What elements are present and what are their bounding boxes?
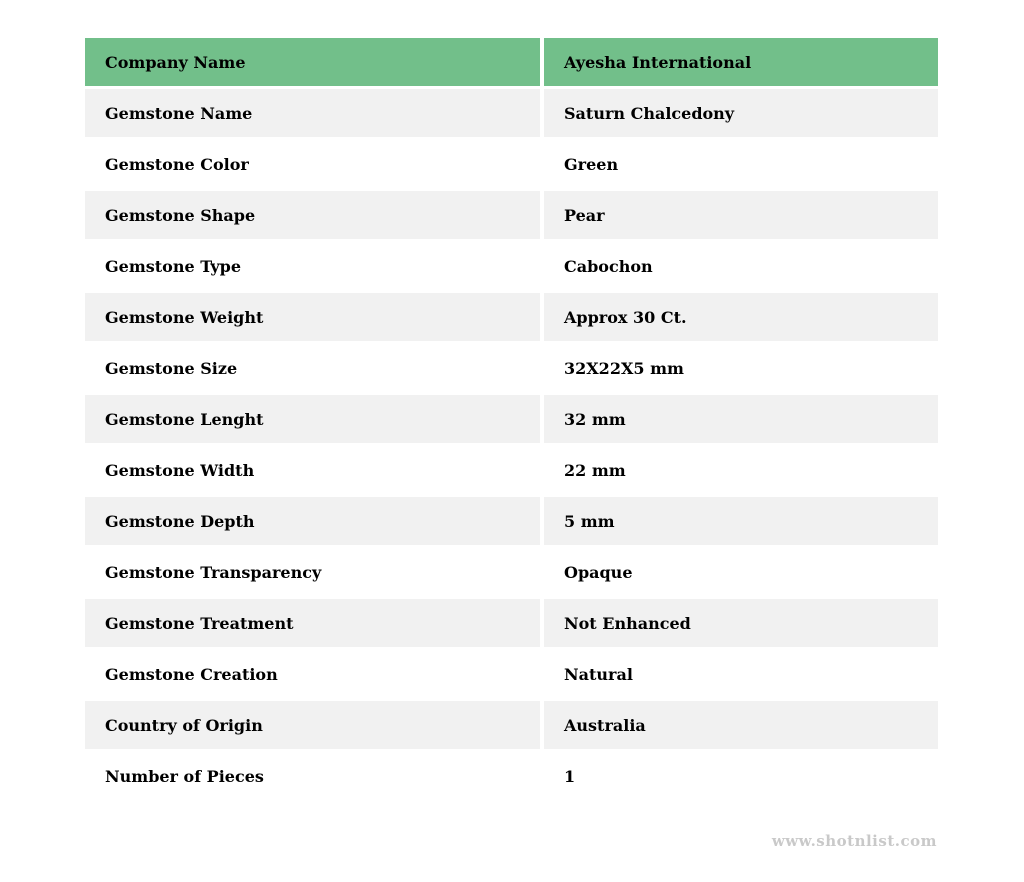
row-label: Gemstone Type bbox=[85, 242, 540, 290]
row-value: Not Enhanced bbox=[544, 599, 938, 647]
row-value: Green bbox=[544, 140, 938, 188]
table-row bbox=[85, 395, 938, 443]
table-row bbox=[85, 752, 938, 800]
table-row bbox=[85, 89, 938, 137]
row-label: Gemstone Treatment bbox=[85, 599, 540, 647]
row-value: 32X22X5 mm bbox=[544, 344, 938, 392]
row-value: 5 mm bbox=[544, 497, 938, 545]
header-label-cell: Company Name bbox=[85, 38, 540, 86]
table-header-row bbox=[85, 38, 938, 86]
table-row bbox=[85, 191, 938, 239]
watermark-text: www.shotnlist.com bbox=[771, 832, 937, 850]
row-label: Gemstone Size bbox=[85, 344, 540, 392]
row-label: Gemstone Creation bbox=[85, 650, 540, 698]
table-row bbox=[85, 701, 938, 749]
row-label: Gemstone Lenght bbox=[85, 395, 540, 443]
row-label: Gemstone Color bbox=[85, 140, 540, 188]
row-label: Number of Pieces bbox=[85, 752, 540, 800]
row-value: Approx 30 Ct. bbox=[544, 293, 938, 341]
row-value: Natural bbox=[544, 650, 938, 698]
row-label: Gemstone Shape bbox=[85, 191, 540, 239]
row-value: Opaque bbox=[544, 548, 938, 596]
table-row bbox=[85, 140, 938, 188]
table-row bbox=[85, 548, 938, 596]
row-value: Saturn Chalcedony bbox=[544, 89, 938, 137]
row-value: 1 bbox=[544, 752, 938, 800]
row-value: Australia bbox=[544, 701, 938, 749]
row-value: 22 mm bbox=[544, 446, 938, 494]
gemstone-spec-table bbox=[85, 38, 938, 800]
row-label: Gemstone Weight bbox=[85, 293, 540, 341]
row-value: Pear bbox=[544, 191, 938, 239]
row-value: Cabochon bbox=[544, 242, 938, 290]
row-label: Gemstone Transparency bbox=[85, 548, 540, 596]
row-label: Gemstone Width bbox=[85, 446, 540, 494]
row-label: Country of Origin bbox=[85, 701, 540, 749]
row-value: 32 mm bbox=[544, 395, 938, 443]
table-row bbox=[85, 242, 938, 290]
row-label: Gemstone Name bbox=[85, 89, 540, 137]
table-row bbox=[85, 599, 938, 647]
table-row bbox=[85, 497, 938, 545]
table-row bbox=[85, 344, 938, 392]
table-row bbox=[85, 446, 938, 494]
header-value-cell: Ayesha International bbox=[544, 38, 938, 86]
table-row bbox=[85, 293, 938, 341]
table-row bbox=[85, 650, 938, 698]
row-label: Gemstone Depth bbox=[85, 497, 540, 545]
